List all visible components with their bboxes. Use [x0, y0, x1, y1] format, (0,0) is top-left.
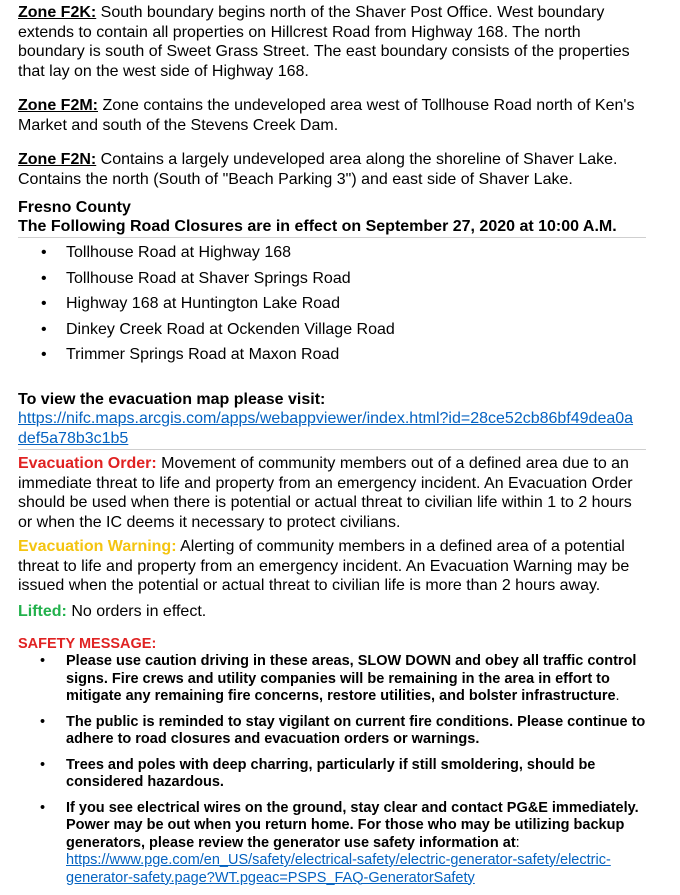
- generator-safety-link[interactable]: https://www.pge.com/en_US/safety/electrical-safety/electric-generator-safety/electric-generator-safety.page?WT.pgeac=PSPS_FAQ-GeneratorSafety: [66, 852, 611, 886]
- evacuation-order-definition: Evacuation Order: Movement of community members out of a defined area due to an immediate threat to life and property from an emergency incident. An Evacuation Order should be used when there is potential or actual threat to civilian life within 1 to 2 hours or when the IC deems it necessary to protect civilians.: [18, 455, 633, 531]
- zone-f2n: [18, 150, 648, 189]
- zone-f2m-label: Zone F2M:: [18, 97, 98, 114]
- lifted-label: Lifted:: [18, 602, 67, 620]
- bullet-icon: •: [40, 799, 46, 816]
- list-item: • Trees and poles with deep charring, particularly if still smoldering, should be considered hazardous.: [40, 756, 596, 790]
- list-item: • Tollhouse Road at Highway 168: [18, 240, 648, 266]
- evacuation-order-label: Evacuation Order:: [18, 455, 157, 472]
- list-item: • Dinkey Creek Road at Ockenden Village Road: [18, 317, 648, 343]
- zone-f2k-label: Zone F2K:: [18, 4, 97, 21]
- bullet-icon: •: [41, 320, 47, 338]
- zone-f2k: [18, 3, 648, 81]
- evacuation-warning-label: Evacuation Warning:: [18, 538, 177, 555]
- zone-f2m: [18, 96, 648, 135]
- bullet-icon: •: [40, 756, 46, 773]
- safety-message-title: SAFETY MESSAGE:: [18, 636, 157, 652]
- zone-f2n-label: Zone F2N:: [18, 151, 97, 168]
- bullet-icon: •: [41, 269, 47, 287]
- lifted-definition: Lifted: No orders in effect.: [18, 602, 207, 620]
- bullet-icon: •: [41, 346, 47, 363]
- list-item: • The public is reminded to stay vigilant on current fire conditions. Please continue to adhere to road closures and evacuation orders or warnings.: [40, 713, 646, 747]
- zone-f2k-text: South boundary begins north of the Shaver Post Office. West boundary extends to contain all properties on Hillcrest Road from Highway 168. The north boundary is south of Sweet Grass Street. The east boundary consists of the properties that lay on the west side of Highway 168.: [18, 4, 630, 80]
- list-item: • Tollhouse Road at Shaver Springs Road: [18, 266, 648, 292]
- bullet-icon: •: [41, 295, 47, 312]
- safety-list: [18, 653, 648, 887]
- divider-line: [18, 237, 646, 238]
- list-item: • Highway 168 at Huntington Lake Road: [18, 291, 648, 317]
- map-heading: To view the evacuation map please visit:: [18, 390, 326, 408]
- county-name: Fresno County: [18, 199, 131, 216]
- closures-heading: The Following Road Closures are in effect on September 27, 2020 at 10:00 A.M.: [18, 218, 617, 235]
- list-item: • If you see electrical wires on the ground, stay clear and contact PG&E immediately. Power may be out when you return home. For those who may be utilizing backup generators, please review the generator use safety information at: https://www.pge.com/en_US/safety/electrical-safety/electric-generator-safety/electric-generator-safety.page?WT.pgeac=PSPS_FAQ-GeneratorSafety: [40, 799, 639, 886]
- divider-line: [18, 449, 646, 450]
- document-body: [18, 0, 648, 895]
- bullet-icon: •: [40, 653, 46, 669]
- map-section: [18, 390, 648, 451]
- list-item: • Trimmer Springs Road at Maxon Road: [18, 342, 648, 368]
- zone-f2m-text: Zone contains the undeveloped area west of Tollhouse Road north of Ken's Market and south of the Stevens Creek Dam.: [18, 97, 635, 134]
- zone-f2n-text: Contains a largely undeveloped area along the shoreline of Shaver Lake. Contains the north (South of "Beach Parking 3") and east side of Shaver Lake.: [18, 151, 618, 188]
- bullet-icon: •: [40, 713, 46, 730]
- evacuation-map-link[interactable]: https://nifc.maps.arcgis.com/apps/webappviewer/index.html?id=28ce52cb86bf49dea0a def5a78b3c1b5: [18, 410, 634, 447]
- road-closures-list: [18, 240, 648, 368]
- evacuation-warning-definition: Evacuation Warning: Alerting of community members in a defined area of a potential threat to life and property from an emergency incident. An Evacuation Warning may be issued when the potential or actual threat to civilian life is more than 2 hours away.: [18, 538, 630, 594]
- bullet-icon: •: [41, 244, 47, 261]
- list-item: • Please use caution driving in these areas, SLOW DOWN and obey all traffic control signs. Fire crews and utility companies will be remaining in the area in effort to mitigate any remaining fire concerns, restore utilities, and bolster infrastructure.: [40, 653, 637, 704]
